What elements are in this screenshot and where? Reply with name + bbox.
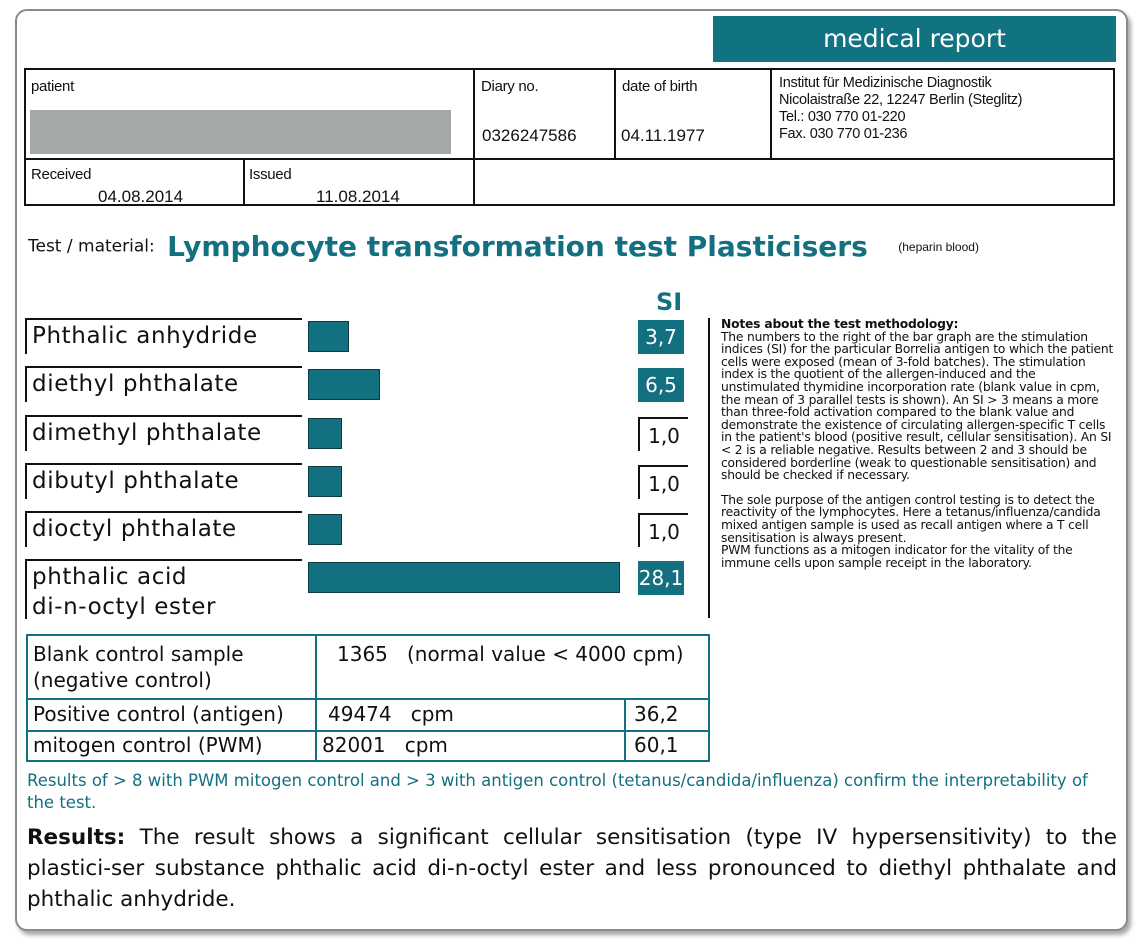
notes-paragraph-2: The sole purpose of the antigen control testing is to detect the reactivity of the lymphocytes. Here a tetanus/influenza/candida mixed antigen sample is used as recall antigen where a T cell sensitisation is always present. (721, 492, 1101, 545)
mitogen-control-si: 60,1 (634, 733, 679, 757)
received-label: Received (31, 166, 92, 183)
positive-control-label: Positive control (antigen) (33, 702, 284, 726)
results-label: Results: (27, 825, 126, 850)
issued-label: Issued (249, 166, 292, 183)
category-label-line: di-n-octyl ester (32, 594, 216, 620)
patient-label: patient (31, 78, 74, 95)
category-label (32, 466, 239, 496)
label-bracket (25, 318, 302, 320)
diary-value: 0326247586 (482, 126, 577, 145)
received-value: 04.08.2014 (98, 187, 184, 206)
notes-paragraph-1: The numbers to the right of the bar graph are the stimulation indices (SI) for the particular Borrelia antigen to which the patient cells were exposed (mean of 3-fold batches). The stimulation index is the quotient of the allergen-induced and the unstimulated thymidine incorporation rate (blank value in cpm, the mean of 3 parallel tests is shown). An SI > 3 means a more than three-fold activation compared to the blank value and demonstrate the existence of circulating allergen-specific T cells in the patient's blood (positive result, cellular sensitisation). An SI < 2 is a reliable negative. Results between 2 and 3 should be considered borderline (weak to questionable sensitisation) and should be checked if necessary. (721, 329, 1114, 483)
category-label (32, 418, 262, 448)
label-bracket (25, 366, 302, 368)
institute-street: Nicolaistraße 22, 12247 Berlin (Steglitz) (779, 92, 1023, 108)
institute-fax: Fax. 030 770 01-236 (779, 126, 908, 142)
si-bar (308, 514, 342, 545)
category-label (32, 562, 216, 622)
si-bar (308, 562, 620, 593)
divider (243, 158, 245, 204)
label-bracket (25, 415, 302, 417)
header-table (24, 68, 1115, 206)
test-material-label: Test / material: (28, 236, 155, 257)
report-title-badge: medical report (713, 16, 1116, 62)
category-label-line: dibutyl phthalate (32, 468, 240, 494)
label-bracket (25, 463, 302, 465)
issued-value: 11.08.2014 (316, 187, 400, 206)
label-bracket (25, 559, 302, 561)
label-bracket (25, 559, 27, 619)
si-axis-label: SI (656, 288, 683, 316)
test-title-line (28, 230, 979, 263)
patient-name-redacted (30, 110, 451, 154)
positive-control-value: 49474 cpm (328, 702, 454, 726)
test-material: (heparin blood) (898, 239, 979, 254)
divider (26, 158, 1113, 160)
institute-name: Institut für Medizinische Diagnostik (779, 75, 992, 91)
test-name: Lymphocyte transformation test Plasticisers (167, 230, 868, 263)
category-label (32, 369, 239, 399)
si-bar (308, 418, 342, 449)
label-bracket (25, 511, 27, 547)
divider (473, 70, 475, 160)
divider (624, 698, 626, 760)
category-label-line: diethyl phthalate (32, 371, 239, 397)
category-label (32, 321, 258, 351)
notes-paragraph-3: PWM functions as a mitogen indicator for the vitality of the immune cells upon sample receipt in the laboratory. (721, 543, 1073, 570)
mitogen-control-value: 82001 cpm (322, 733, 448, 757)
label-bracket (25, 318, 27, 354)
mitogen-control-label: mitogen control (PWM) (33, 733, 263, 757)
diary-label: Diary no. (481, 78, 539, 95)
si-bar (308, 321, 349, 352)
institute-phone: Tel.: 030 770 01-220 (779, 109, 906, 125)
blank-control-label: Blank control sample (negative control) (33, 642, 244, 692)
category-label-line: phthalic acid (32, 564, 188, 590)
positive-control-si: 36,2 (634, 702, 679, 726)
institute-address (779, 75, 1022, 143)
label-bracket (25, 415, 27, 451)
dob-value: 04.11.1977 (621, 126, 705, 145)
label-bracket (25, 366, 27, 402)
notes-divider (708, 318, 710, 618)
results-text: The result shows a significant cellular sensitisation (type IV hypersensitivity) to the plastici-ser substance phthalic acid di-n-octyl ester and less pronounced to diethyl phthalate and phthalic anhydride. (27, 825, 1117, 912)
si-value: 1,0 (638, 465, 688, 499)
notes-heading: Notes about the test methodology: (721, 317, 959, 331)
results-paragraph (27, 822, 1117, 915)
si-value: 6,5 (638, 368, 684, 402)
controls-table (26, 634, 710, 762)
category-label-line: dimethyl phthalate (32, 420, 262, 446)
divider (28, 698, 708, 700)
si-value: 3,7 (638, 320, 684, 354)
category-label (32, 514, 237, 544)
si-bar (308, 369, 380, 400)
interpretability-note: Results of > 8 with PWM mitogen control and > 3 with antigen control (tetanus/candida/influenza) confirm the interpretability of the test. (27, 771, 1088, 812)
si-bar (308, 466, 342, 497)
divider (473, 158, 475, 204)
methodology-notes (721, 318, 1116, 569)
label-bracket (25, 511, 302, 513)
si-value: 28,1 (638, 561, 684, 595)
label-bracket (25, 463, 27, 499)
divider (614, 70, 616, 160)
category-label-line: Phthalic anhydride (32, 323, 258, 349)
category-label-line: dioctyl phthalate (32, 516, 237, 542)
si-value: 1,0 (638, 513, 688, 547)
divider (770, 70, 772, 160)
si-value: 1,0 (638, 417, 688, 451)
dob-label: date of birth (622, 78, 698, 95)
blank-control-value: 1365 (normal value < 4000 cpm) (337, 642, 684, 666)
